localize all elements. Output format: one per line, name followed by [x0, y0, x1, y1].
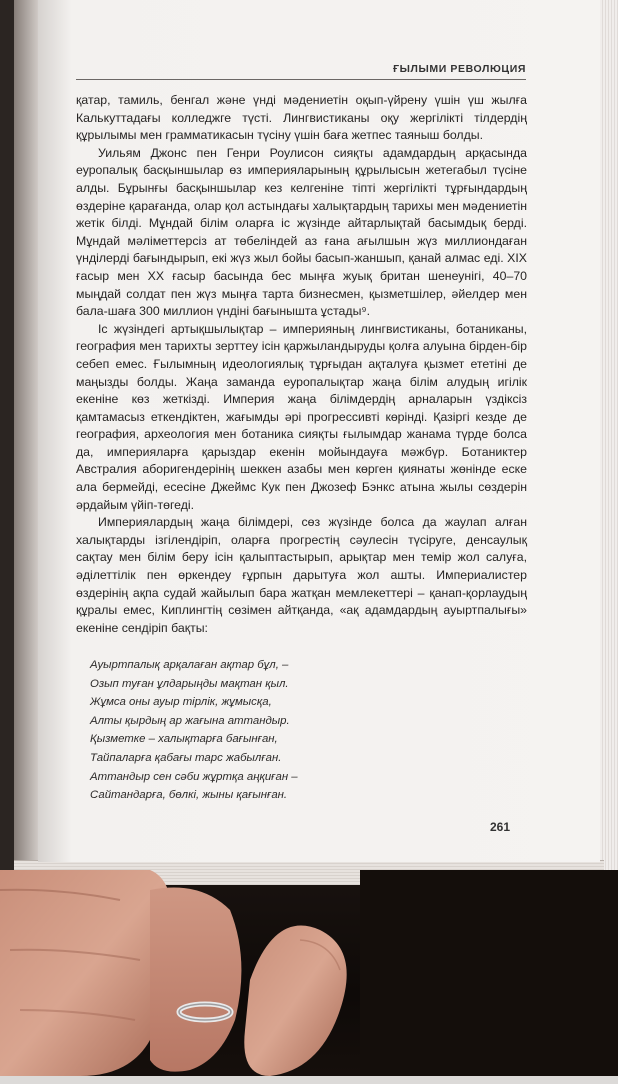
- running-title: ҒЫЛЫМИ РЕВОЛЮЦИЯ: [393, 63, 526, 75]
- verse-line: Сайтандарға, бөлкі, жыны қағынған.: [90, 789, 288, 802]
- verse-line: Қызметке – халықтарға бағынған,: [90, 733, 278, 746]
- hand-illustration: [0, 870, 618, 1076]
- verse-line: Жұмса оны ауыр тірлік, жұмысқа,: [90, 696, 272, 709]
- page-stack-right-edge: [600, 0, 618, 880]
- header-rule: [76, 79, 526, 80]
- bottom-border: [0, 1076, 618, 1084]
- paragraph: Уильям Джонс пен Генри Роулисон сияқты адамдардың арқасында еуропалық басқыншылар өз империяларының құрылысын жетегабыл түсіне алды. Бұрынғы басқыншылар кез келгеніне тіпті жергілікті тұрғындардың өздеріне қарағанда, олар қол астындағы халықтардың тарихы мен мәдениетін жетік білді. Мұндай білім оларға іс жүзінде айтарлықтай басымдық берді. Мұндай мәліметтерсіз ат төбеліндей аз ғана ағылшын жүз миллиондаған үнділерді бағындырып, екі жүз жыл бойы басып-жаншып, қанай алмас еді. XIX ғасыр мен XX ғасыр басында бес мыңға жуық британ шенеунігі, 40–70 мыңдай солдат пен жүз мыңға тарта бизнесмен, қызметшілер, әйелдер мен бала-шаға 300 миллион үндіні бағыныштa ұстады⁹.: [76, 145, 527, 319]
- hand-holding-book: [0, 870, 618, 1076]
- verse-line: Аттандыр сен сәби жұртқа аңқиған –: [90, 770, 298, 783]
- poem-quote: [90, 656, 510, 805]
- verse-line: Озып туған ұлдарыңды мақтан қыл.: [90, 677, 289, 690]
- spine-shadow: [0, 0, 14, 880]
- paragraph: Империялардың жаңа білімдері, сөз жүзінде болса да жаулап алған халықтарды ізгілендіріп, оларға прогрестің сәулесін түсіруге, денсаулық сақтау мен білім беру ісін қалыптастырып, арықтар мен темір жол салуға, әділеттілік пен өркендеу ғұрпын дарытуға жол ашты. Империалистер өздерінің ақпа судай жайылып бара жатқан мемлекеттері – қанап-қорлаудың құралы емес, Киплингтің сөзімен айтқанда, «ақ адамдардың ауыртпалығы» екеніне сендіріп бақты:: [76, 515, 527, 635]
- verse-line: Тайпаларға қабағы тарс жабылған.: [90, 751, 282, 764]
- page-number: 261: [490, 820, 511, 834]
- paragraph: Іс жүзіндегі артықшылықтар – империяның лингвистиканы, ботаниканы, география мен тарихты зерттеу ісін қаржыландыруды қолға алуына бірден-бір себеп емес. Ғылымның идеологиялық тұрғыдан ақталуға қызмет ететіні де маңызды болды. Жаңа заманда еуропалықтар жаңа білім алудың игілік екеніне көз жеткізді. Империя жаңа білімдердің арналарын үздіксіз қамтамасыз еткендіктен, жағымды әрі прогрессивті көрінді. Қазіргі кезде де география, археология мен ботаника сияқты ғылымдар жанама түрде болса да, империяларға қарыздар екенін мойындауға мәжбүр. Ботаниктер Австралия аборигендерінің шеккен азабы мен көрген қиянаты жөнінде еске ала бермейді, есесіне Джеймс Кук пен Джозеф Бэнкс атына жылы сөздерін әрдайым үйіп-төгеді.: [76, 321, 527, 512]
- verse-line: Алты қырдың ар жағына аттандыр.: [90, 714, 290, 727]
- verse-line: Ауыртпалық арқалаған ақтар бұл, –: [90, 659, 289, 671]
- running-head: [76, 63, 526, 79]
- paragraph: қатар, тамиль, бенгал және үнді мәдениетін оқып-үйрену үшін үш жылға Калькуттадағы колледжге түсті. Лингвистиканы оқу жергілікті тілдердің құрылымы мен грамматикасын түсіну үшін баға жетпес таяныш болды.: [76, 93, 527, 143]
- book-left-edge: [0, 0, 38, 880]
- body-text: [76, 92, 527, 637]
